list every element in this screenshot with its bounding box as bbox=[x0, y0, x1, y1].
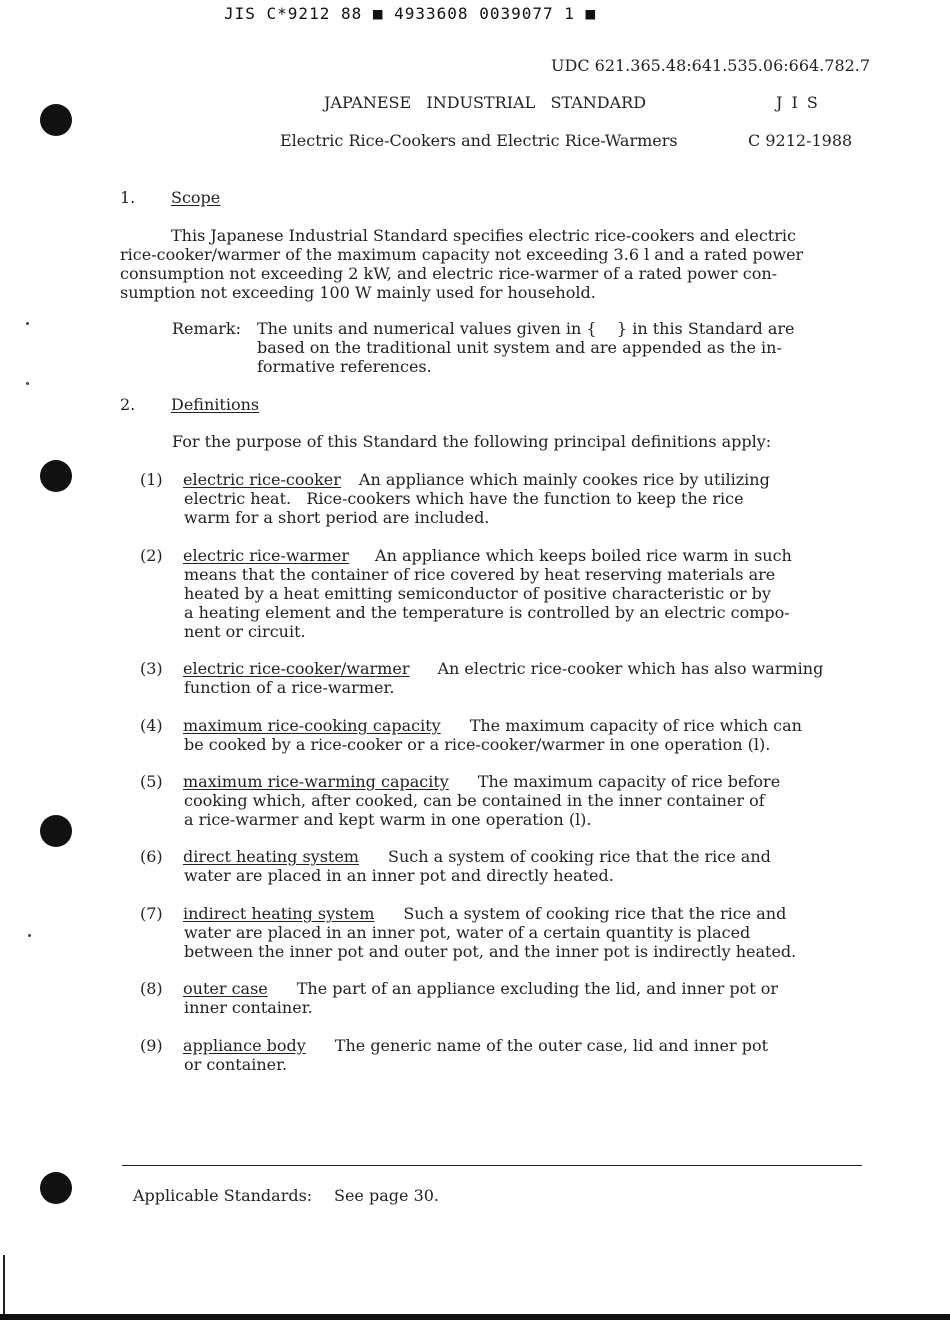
document-header-code: JIS C*9212 88 ■ 4933608 0039077 1 ■ bbox=[224, 4, 597, 23]
document-title: Electric Rice-Cookers and Electric Rice-Warmers bbox=[280, 131, 678, 150]
definition-line: electric heat. Rice-cookers which have the function to keep the rice bbox=[184, 489, 744, 508]
remark-label: Remark: bbox=[172, 319, 241, 338]
definition-first-line bbox=[183, 470, 770, 489]
section-heading: Scope bbox=[171, 188, 221, 207]
definition-line: heated by a heat emitting semiconductor of positive characteristic or by bbox=[184, 584, 771, 603]
definition-line: water are placed in an inner pot and directly heated. bbox=[184, 866, 614, 885]
punch-hole bbox=[40, 460, 72, 492]
udc-classification: UDC 621.365.48:641.535.06:664.782.7 bbox=[551, 56, 871, 75]
scan-bottom-edge bbox=[0, 1314, 950, 1320]
definition-text: An appliance which mainly cookes rice by utilizing bbox=[358, 470, 770, 489]
applicable-standards-label: Applicable Standards: bbox=[133, 1186, 313, 1205]
remark-line: formative references. bbox=[257, 357, 432, 376]
definition-number: (1) bbox=[140, 470, 163, 489]
definition-line: means that the container of rice covered by heat reserving materials are bbox=[184, 565, 776, 584]
scope-line: This Japanese Industrial Standard specifies electric rice-cookers and electric bbox=[171, 226, 796, 245]
definition-term: appliance body bbox=[183, 1036, 306, 1055]
definition-first-line bbox=[183, 546, 792, 565]
definition-term: electric rice-cooker bbox=[183, 470, 341, 489]
definition-line: function of a rice-warmer. bbox=[184, 678, 395, 697]
definition-number: (7) bbox=[140, 904, 163, 923]
definition-line: be cooked by a rice-cooker or a rice-cooker/warmer in one operation (l). bbox=[184, 735, 771, 754]
definition-text: The generic name of the outer case, lid and inner pot bbox=[334, 1036, 768, 1055]
standard-name: JAPANESE INDUSTRIAL STANDARD bbox=[324, 93, 647, 112]
definition-line: nent or circuit. bbox=[184, 622, 306, 641]
punch-hole bbox=[40, 1172, 72, 1204]
section-number: 1. bbox=[120, 188, 136, 207]
jis-mark: J I S bbox=[776, 93, 820, 112]
definition-term: outer case bbox=[183, 979, 268, 998]
definition-line: inner container. bbox=[184, 998, 313, 1017]
definition-line: cooking which, after cooked, can be contained in the inner container of bbox=[184, 791, 765, 810]
definition-number: (5) bbox=[140, 772, 163, 791]
definition-first-line bbox=[183, 847, 771, 866]
definition-number: (9) bbox=[140, 1036, 163, 1055]
definition-text: The part of an appliance excluding the lid, and inner pot or bbox=[296, 979, 778, 998]
section-number: 2. bbox=[120, 395, 136, 414]
scope-line: consumption not exceeding 2 kW, and electric rice-warmer of a rated power con- bbox=[120, 264, 778, 283]
scope-line: sumption not exceeding 100 W mainly used for household. bbox=[120, 283, 596, 302]
scan-speck bbox=[26, 322, 29, 325]
definition-first-line bbox=[183, 659, 823, 678]
definition-number: (3) bbox=[140, 659, 163, 678]
definition-term: electric rice-cooker/warmer bbox=[183, 659, 410, 678]
definition-first-line bbox=[183, 979, 778, 998]
definition-number: (6) bbox=[140, 847, 163, 866]
definition-number: (8) bbox=[140, 979, 163, 998]
section-heading: Definitions bbox=[171, 395, 260, 414]
definition-term: electric rice-warmer bbox=[183, 546, 350, 565]
scan-left-edge bbox=[3, 1255, 5, 1315]
definition-line: water are placed in an inner pot, water of a certain quantity is placed bbox=[184, 923, 751, 942]
definition-first-line bbox=[183, 716, 802, 735]
punch-hole bbox=[40, 104, 72, 136]
definition-text: Such a system of cooking rice that the rice and bbox=[403, 904, 787, 923]
definition-text: The maximum capacity of rice before bbox=[477, 772, 781, 791]
scan-speck bbox=[26, 382, 29, 385]
definition-text: Such a system of cooking rice that the rice and bbox=[387, 847, 771, 866]
remark-line: The units and numerical values given in { } in this Standard are bbox=[257, 319, 795, 338]
definition-first-line bbox=[183, 772, 780, 791]
definition-line: a rice-warmer and kept warm in one operation (l). bbox=[184, 810, 592, 829]
definition-term: direct heating system bbox=[183, 847, 359, 866]
definition-term: maximum rice-cooking capacity bbox=[183, 716, 441, 735]
definition-line: or container. bbox=[184, 1055, 288, 1074]
definition-first-line bbox=[183, 904, 786, 923]
definition-number: (2) bbox=[140, 546, 163, 565]
definition-term: maximum rice-warming capacity bbox=[183, 772, 449, 791]
applicable-standards-value: See page 30. bbox=[334, 1186, 440, 1205]
definition-term: indirect heating system bbox=[183, 904, 375, 923]
definitions-intro: For the purpose of this Standard the following principal definitions apply: bbox=[172, 432, 772, 451]
definition-text: The maximum capacity of rice which can bbox=[469, 716, 802, 735]
footer-rule bbox=[122, 1165, 862, 1166]
scan-speck bbox=[28, 934, 31, 937]
definition-text: An electric rice-cooker which has also warming bbox=[437, 659, 824, 678]
scope-line: rice-cooker/warmer of the maximum capacity not exceeding 3.6 l and a rated power bbox=[120, 245, 804, 264]
punch-hole bbox=[40, 815, 72, 847]
definition-first-line bbox=[183, 1036, 768, 1055]
definition-line: a heating element and the temperature is controlled by an electric compo- bbox=[184, 603, 790, 622]
definition-line: between the inner pot and outer pot, and the inner pot is indirectly heated. bbox=[184, 942, 797, 961]
definition-text: An appliance which keeps boiled rice warm in such bbox=[375, 546, 792, 565]
remark-line: based on the traditional unit system and are appended as the in- bbox=[257, 338, 782, 357]
definition-line: warm for a short period are included. bbox=[184, 508, 490, 527]
standard-number: C 9212-1988 bbox=[748, 131, 853, 150]
definition-number: (4) bbox=[140, 716, 163, 735]
